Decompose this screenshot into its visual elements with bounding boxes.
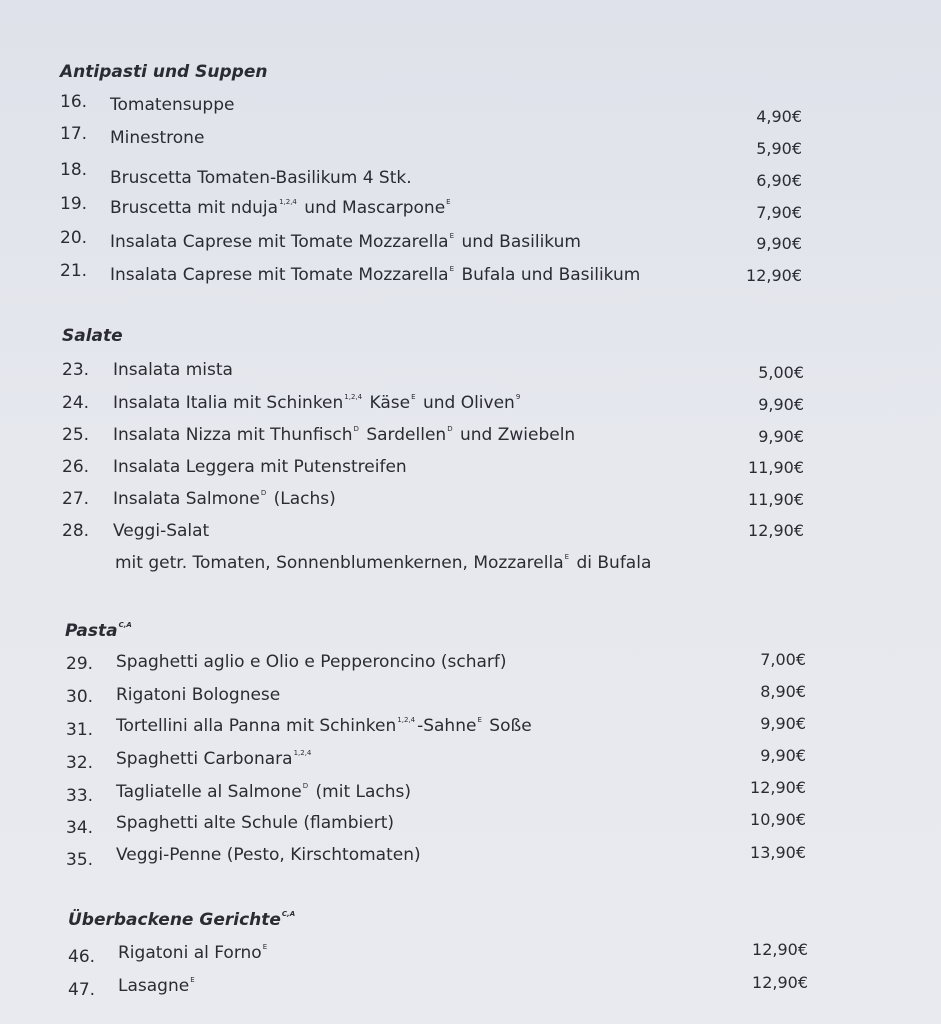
item-price: 7,00€ (760, 650, 806, 669)
item-number: 18. (60, 160, 88, 180)
menu-item (0, 682, 941, 717)
item-name: Insalata Italia mit Schinken$^{1,2,4}$ Käse$^E$ und Oliven$^9$ (113, 393, 521, 413)
item-number: 30. (66, 687, 94, 707)
item-name: Bruscetta Tomaten-Basilikum 4 Stk. (110, 168, 412, 188)
menu-item (0, 194, 941, 226)
item-number: 31. (66, 720, 94, 740)
item-number: 24. (62, 393, 90, 413)
item-price: 9,90€ (758, 395, 804, 414)
item-name: Spaghetti aglio e Olio e Pepperoncino (scharf) (116, 652, 507, 672)
item-price: 12,90€ (750, 778, 806, 797)
item-number: 26. (62, 457, 90, 477)
item-name: Insalata Leggera mit Putenstreifen (113, 457, 407, 477)
menu-item (0, 521, 941, 553)
item-number: 47. (68, 980, 96, 1000)
item-name: Veggi-Penne (Pesto, Kirschtomaten) (116, 845, 421, 865)
item-price: 5,90€ (756, 139, 802, 158)
item-number: 16. (60, 92, 88, 112)
menu-item (0, 160, 941, 192)
item-name: Lasagne$^E$ (118, 976, 195, 996)
item-price: 9,90€ (756, 234, 802, 253)
item-number: 21. (60, 261, 88, 281)
menu-item (0, 845, 941, 877)
item-price: 12,90€ (752, 940, 808, 959)
item-description: mit getr. Tomaten, Sonnenblumenkernen, Mozzarella$^E$ di Bufala (115, 553, 652, 573)
item-name: Tomatensuppe (110, 95, 235, 115)
item-price: 10,90€ (750, 810, 806, 829)
item-name: Insalata Caprese mit Tomate Mozzarella$^E$ und Basilikum (110, 232, 581, 252)
item-number: 25. (62, 425, 90, 445)
section-title: Salate (62, 326, 123, 346)
item-price: 12,90€ (748, 521, 804, 540)
item-name: Rigatoni Bolognese (116, 685, 281, 705)
menu-item (0, 489, 941, 521)
menu-item (0, 973, 941, 1008)
item-number: 29. (66, 654, 94, 674)
menu-item (0, 810, 941, 845)
item-name: Minestrone (110, 128, 205, 148)
item-price: 8,90€ (760, 682, 806, 701)
item-name: Tagliatelle al Salmone$^D$ (mit Lachs) (116, 782, 412, 802)
item-price: 4,90€ (756, 107, 802, 126)
item-number: 20. (60, 228, 88, 248)
item-name: Insalata mista (113, 360, 233, 380)
item-name: Insalata Nizza mit Thunfisch$^D$ Sardellen$^D$ und Zwiebeln (113, 425, 576, 445)
item-name: Bruscetta mit nduja$^{1,2,4}$ und Mascarpone$^E$ (110, 198, 451, 218)
item-price: 12,90€ (752, 973, 808, 992)
item-name: Insalata Salmone$^D$ (Lachs) (113, 489, 336, 509)
item-number: 33. (66, 786, 94, 806)
menu-item (0, 261, 941, 293)
item-number: 23. (62, 360, 90, 380)
menu-item (0, 393, 941, 425)
item-price: 7,90€ (756, 203, 802, 222)
menu-item (0, 228, 941, 260)
menu-item (0, 746, 941, 781)
menu-item (0, 457, 941, 489)
menu-item (0, 124, 941, 156)
section-title: Antipasti und Suppen (60, 62, 268, 82)
item-price: 12,90€ (746, 266, 802, 285)
item-name: Insalata Caprese mit Tomate Mozzarella$^E$ Bufala und Basilikum (110, 265, 641, 285)
menu-item (0, 716, 941, 748)
item-price: 9,90€ (760, 714, 806, 733)
item-number: 17. (60, 124, 88, 144)
item-price: 13,90€ (750, 843, 806, 862)
item-name: Tortellini alla Panna mit Schinken$^{1,2,4}$ -Sahne$^E$ Soße (116, 716, 532, 736)
menu-item (0, 940, 941, 975)
item-name: Spaghetti alte Schule (flambiert) (116, 813, 395, 833)
item-number: 32. (66, 753, 94, 773)
item-name: Rigatoni al Forno$^E$ (118, 943, 268, 963)
item-name: Veggi-Salat (113, 521, 210, 541)
item-price: 5,00€ (758, 363, 804, 382)
menu-item (0, 360, 941, 392)
menu-item (0, 652, 941, 684)
section-title: Pasta$^{C,A}$ (65, 621, 132, 641)
menu-item (0, 425, 941, 457)
menu-item (0, 92, 941, 124)
item-price: 9,90€ (758, 427, 804, 446)
item-number: 28. (62, 521, 90, 541)
item-price: 11,90€ (748, 458, 804, 477)
item-name: Spaghetti Carbonara$^{1,2,4}$ (116, 749, 312, 769)
item-number: 27. (62, 489, 90, 509)
item-price: 11,90€ (748, 490, 804, 509)
item-number: 35. (66, 850, 94, 870)
menu-item (0, 778, 941, 813)
item-number: 34. (66, 818, 94, 838)
item-number: 46. (68, 947, 96, 967)
item-price: 6,90€ (756, 171, 802, 190)
section-title: Überbackene Gerichte$^{C,A}$ (68, 910, 296, 930)
item-price: 9,90€ (760, 746, 806, 765)
item-number: 19. (60, 194, 88, 214)
